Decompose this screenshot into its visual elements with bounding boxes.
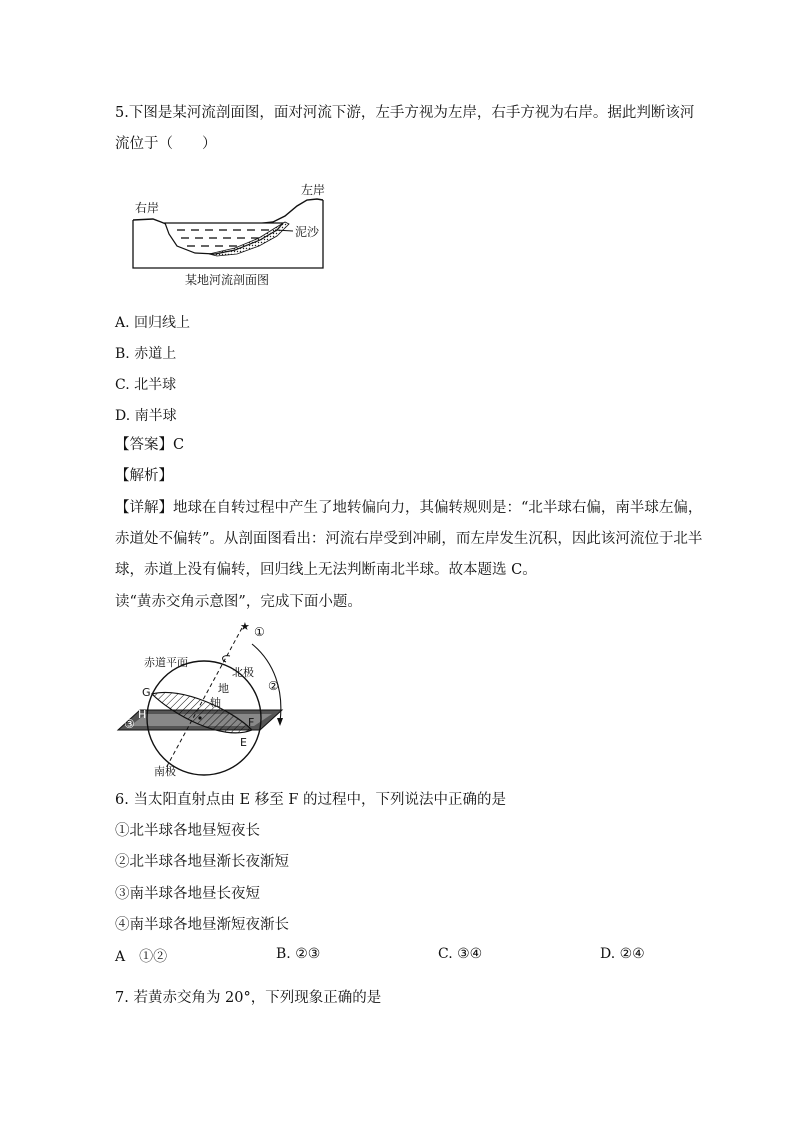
- label-circle-2: ②: [268, 679, 279, 693]
- q6-statement-2: ②北半球各地昼渐长夜渐短: [115, 854, 289, 870]
- label-left-bank: 左岸: [301, 183, 326, 197]
- figure-caption: 某地河流剖面图: [185, 273, 270, 287]
- label-axis-2: 轴: [210, 696, 221, 709]
- q6-choice-a: A ①②: [115, 949, 168, 965]
- option-c: C. 北半球: [115, 377, 177, 393]
- q6-choice-c: C. ③④: [438, 946, 483, 962]
- label-north-pole: 北极: [232, 666, 254, 679]
- label-axis-1: 地: [218, 682, 229, 695]
- q5-stem-line2: 流位于（ ）: [115, 136, 217, 152]
- detail-line2: 赤道处不偏转”。从剖面图看出：河流右岸受到冲刷，而左岸发生沉积，因此该河流位于北半: [115, 531, 703, 547]
- analysis-heading: 【解析】: [115, 468, 173, 484]
- label-h: H: [138, 708, 147, 721]
- obliquity-figure: [112, 618, 297, 778]
- q6-statement-1: ①北半球各地昼短夜长: [115, 823, 260, 839]
- detail-line1: 【详解】地球在自转过程中产生了地转偏向力，其偏转规则是：“北半球右偏，南半球左偏，: [115, 500, 703, 516]
- river-profile-figure: [125, 178, 330, 290]
- label-silt: 泥沙: [295, 225, 320, 239]
- option-a: A. 回归线上: [115, 315, 191, 331]
- label-f: F: [248, 716, 255, 729]
- intro-text: 读“黄赤交角示意图”，完成下面小题。: [115, 594, 362, 610]
- label-circle-3: ③: [124, 717, 135, 731]
- label-equator-plane: 赤道平面: [144, 656, 188, 669]
- option-d: D. 南半球: [115, 408, 177, 424]
- q6-choice-b: B. ②③: [276, 946, 321, 962]
- detail-line3: 球，赤道上没有偏转，回归线上无法判断南北半球。故本题选 C。: [115, 562, 537, 578]
- q5-stem-line1: 5.下图是某河流剖面图，面对河流下游，左手方视为左岸，右手方视为右岸。据此判断该河: [115, 105, 695, 121]
- q7-stem: 7. 若黄赤交角为 20°，下列现象正确的是: [115, 990, 382, 1006]
- label-right-bank: 右岸: [135, 201, 160, 215]
- label-circle-1: ①: [254, 625, 265, 639]
- answer: 【答案】C: [115, 437, 185, 453]
- q6-choice-d: D. ②④: [600, 946, 645, 962]
- q6-statement-3: ③南半球各地昼长夜短: [115, 886, 260, 902]
- label-e: E: [240, 736, 247, 749]
- option-b: B. 赤道上: [115, 346, 177, 362]
- q6-statement-4: ④南半球各地昼渐短夜渐长: [115, 917, 289, 933]
- q6-stem: 6. 当太阳直射点由 E 移至 F 的过程中，下列说法中正确的是: [115, 792, 507, 808]
- label-g: G: [142, 686, 151, 699]
- star-icon: ★: [240, 620, 250, 633]
- label-south-pole: 南极: [154, 765, 176, 778]
